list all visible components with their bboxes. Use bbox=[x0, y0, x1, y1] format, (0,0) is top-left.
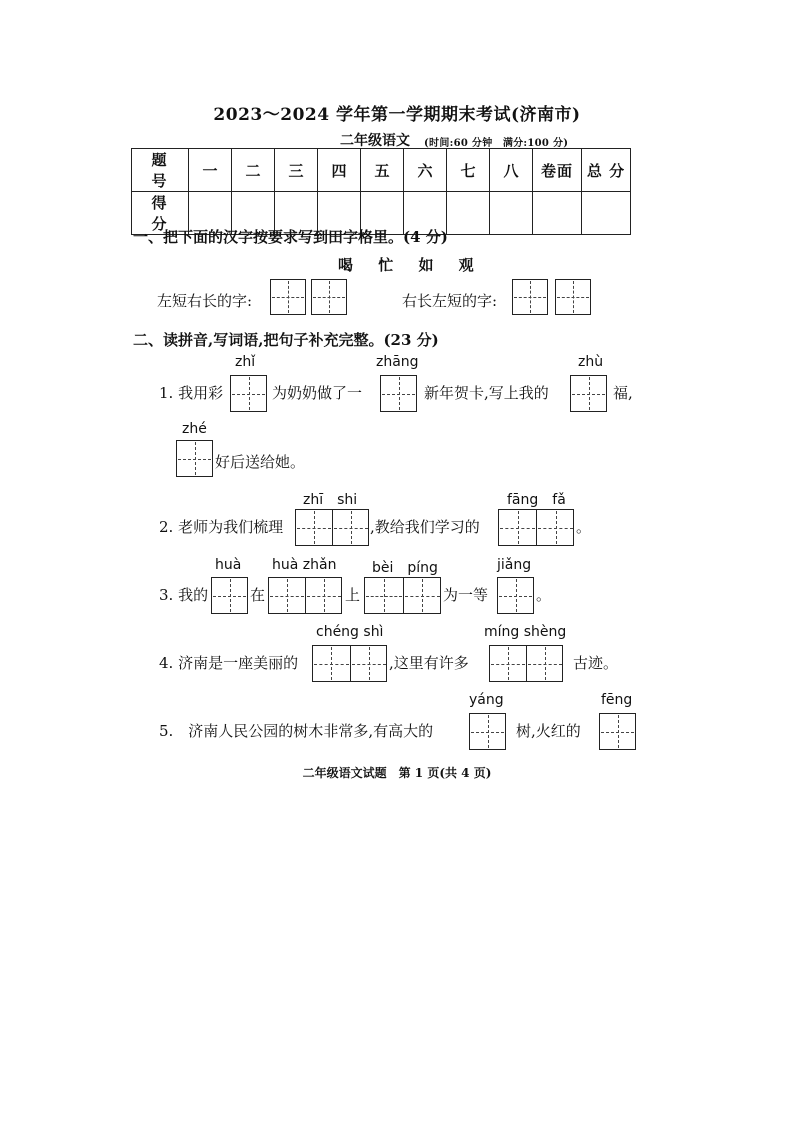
question-text: 为一等 bbox=[443, 586, 489, 604]
question-text: 。 bbox=[576, 518, 592, 536]
question-text: 树,火红的 bbox=[516, 722, 581, 740]
question-text: 在 bbox=[250, 586, 266, 604]
pinyin: fēng bbox=[601, 692, 633, 708]
tianzige-q4-1[interactable] bbox=[312, 645, 387, 682]
score-cell[interactable] bbox=[490, 192, 533, 235]
score-table bbox=[131, 148, 631, 235]
pinyin: jiǎng bbox=[497, 557, 532, 573]
tianzige-q3-3[interactable] bbox=[364, 577, 441, 614]
pinyin: zhāng bbox=[376, 354, 419, 370]
pinyin: zhé bbox=[182, 421, 207, 437]
question-text: 福, bbox=[613, 384, 633, 402]
section1-right-label: 右长左短的字: bbox=[402, 292, 498, 310]
question-text: 4. 济南是一座美丽的 bbox=[159, 654, 299, 672]
tianzige-q5-2[interactable] bbox=[599, 713, 636, 750]
section1-left-label: 左短右长的字: bbox=[157, 292, 253, 310]
score-cell[interactable] bbox=[582, 192, 631, 235]
tianzige-q5-1[interactable] bbox=[469, 713, 506, 750]
col-header: 卷面 bbox=[533, 149, 582, 192]
tianzige-q1-3[interactable] bbox=[570, 375, 607, 412]
question-text: 。 bbox=[536, 586, 552, 604]
exam-info: (时间:60 分钟 满分:100 分) bbox=[424, 138, 569, 149]
section1-chars: 喝 忙 如 观 bbox=[338, 256, 484, 274]
col-header: 六 bbox=[404, 149, 447, 192]
section1-heading: 一、把下面的汉字按要求写到田字格里。(4 分) bbox=[133, 228, 448, 246]
row-header-score: 得 分 bbox=[132, 192, 189, 235]
col-header: 八 bbox=[490, 149, 533, 192]
question-text: 3. 我的 bbox=[159, 586, 209, 604]
question-text: 上 bbox=[345, 586, 361, 604]
tianzige-left-1[interactable] bbox=[270, 279, 306, 315]
col-header: 五 bbox=[361, 149, 404, 192]
tianzige-right-1[interactable] bbox=[512, 279, 548, 315]
section2-heading: 二、读拼音,写词语,把句子补充完整。(23 分) bbox=[133, 331, 439, 349]
col-header: 三 bbox=[275, 149, 318, 192]
score-cell[interactable] bbox=[533, 192, 582, 235]
pinyin: yáng bbox=[469, 692, 504, 708]
tianzige-q3-1[interactable] bbox=[211, 577, 248, 614]
question-text: 5. 济南人民公园的树木非常多,有高大的 bbox=[159, 722, 434, 740]
tianzige-q2-2[interactable] bbox=[498, 509, 574, 546]
score-cell[interactable] bbox=[447, 192, 490, 235]
tianzige-q1-1[interactable] bbox=[230, 375, 267, 412]
pinyin: zhī shi bbox=[303, 492, 358, 508]
pinyin: huà bbox=[215, 557, 242, 573]
pinyin: fāng fǎ bbox=[507, 492, 566, 508]
score-table-header-row bbox=[132, 149, 631, 192]
tianzige-q1-2[interactable] bbox=[380, 375, 417, 412]
question-text: ,这里有许多 bbox=[389, 654, 469, 672]
tianzige-q3-2[interactable] bbox=[268, 577, 342, 614]
tianzige-q3-4[interactable] bbox=[497, 577, 534, 614]
tianzige-q4-2[interactable] bbox=[489, 645, 563, 682]
pinyin: bèi píng bbox=[372, 560, 438, 576]
pinyin: chéng shì bbox=[316, 624, 384, 640]
col-header: 二 bbox=[232, 149, 275, 192]
col-header: 七 bbox=[447, 149, 490, 192]
tianzige-left-2[interactable] bbox=[311, 279, 347, 315]
tianzige-q2-1[interactable] bbox=[295, 509, 369, 546]
exam-subtitle: 二年级语文 bbox=[340, 133, 410, 149]
tianzige-right-2[interactable] bbox=[555, 279, 591, 315]
question-text: ,教给我们学习的 bbox=[370, 518, 480, 536]
pinyin: huà zhǎn bbox=[272, 557, 337, 573]
row-header-question-no: 题 号 bbox=[132, 149, 189, 192]
page-footer: 二年级语文试题 第 1 页(共 4 页) bbox=[302, 766, 492, 780]
question-text: 古迹。 bbox=[573, 654, 619, 672]
col-header: 总 分 bbox=[582, 149, 631, 192]
question-text: 新年贺卡,写上我的 bbox=[424, 384, 549, 402]
col-header: 一 bbox=[189, 149, 232, 192]
question-text: 好后送给她。 bbox=[215, 453, 306, 471]
question-text: 为奶奶做了一 bbox=[272, 384, 363, 402]
exam-title: 2023～2024 学年第一学期期末考试(济南市) bbox=[213, 105, 581, 125]
question-text: 1. 我用彩 bbox=[159, 384, 224, 402]
tianzige-q1-4[interactable] bbox=[176, 440, 213, 477]
question-text: 2. 老师为我们梳理 bbox=[159, 518, 284, 536]
pinyin: zhù bbox=[578, 354, 604, 370]
pinyin: míng shèng bbox=[484, 624, 567, 640]
col-header: 四 bbox=[318, 149, 361, 192]
pinyin: zhǐ bbox=[235, 354, 256, 370]
